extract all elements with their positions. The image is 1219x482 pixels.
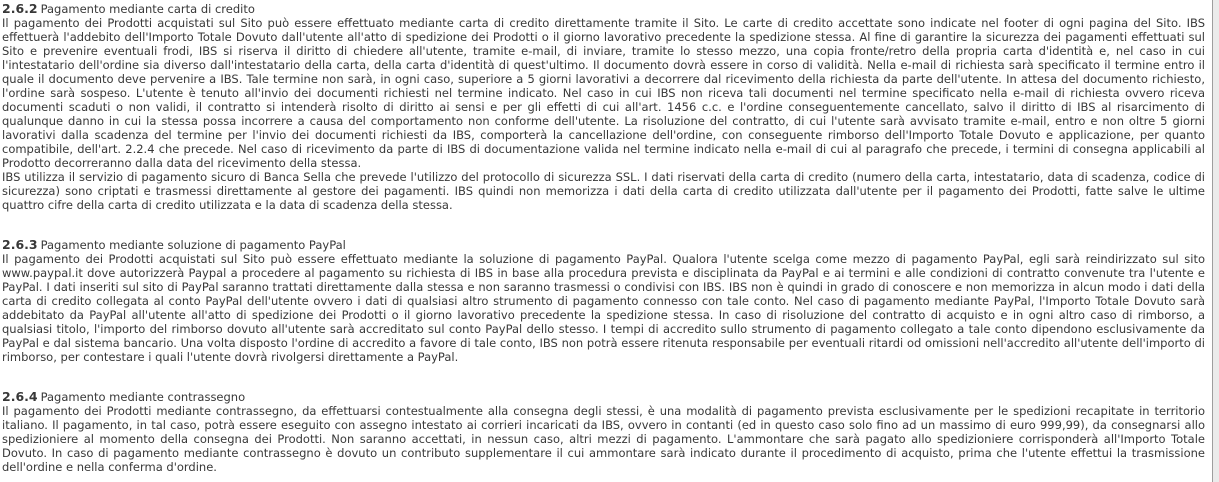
section-title: Pagamento mediante soluzione di pagamento PayPal xyxy=(40,238,346,252)
page-right-gutter xyxy=(1212,0,1219,482)
section-title: Pagamento mediante carta di credito xyxy=(40,2,255,16)
section-paragraph: Il pagamento dei Prodotti acquistati sul Sito può essere effettuato mediante la soluzione di pagamento PayPal. Qualora l'utente scelga come mezzo di pagamento PayPal, egli sarà reindirizzato sul sito www.paypal.it dove autorizzerà Paypal a procedere al pagamento su richiesta di IBS in base alla procedura prevista e disciplinata da PayPal e ai termini e alle condizioni di contratto convenute tra l'utente e PayPal. I dati inseriti sul sito di PayPal saranno trattati direttamente dalla stessa e non saranno trasmessi o condivisi con IBS. IBS non è quindi in grado di conoscere e non memorizza in alcun modo i dati della carta di credito collegata al conto PayPal dell'utente ovvero i dati di qualsiasi altro strumento di pagamento connesso con tale conto. Nel caso di pagamento mediante PayPal, l'Importo Totale Dovuto sarà addebitato da PayPal all'utente all'atto di spedizione dei Prodotti o il giorno lavorativo precedente la spedizione stessa. In caso di risoluzione del contratto di acquisto e in ogni altro caso di rimborso, a qualsiasi titolo, l'importo del rimborso dovuto all'utente sarà accreditato sul conto PayPal dello stesso. I tempi di accredito sullo strumento di pagamento collegato a tale conto dipendono esclusivamente da PayPal e dal sistema bancario. Una volta disposto l'ordine di accredito a favore di tale conto, IBS non potrà essere ritenuta responsabile per eventuali ritardi od omissioni nell'accredito all'utente dell'importo di rimborso, per contestare i quali l'utente dovrà rivolgersi direttamente a PayPal. xyxy=(2,252,1205,364)
section-heading-paypal xyxy=(2,238,1205,252)
section-paragraph: Il pagamento dei Prodotti acquistati sul Sito può essere effettuato mediante carta di credito direttamente tramite il Sito. Le carte di credito accettate sono indicate nel footer di ogni pagina del Sito. IBS effettuerà l'addebito dell'Importo Totale Dovuto dall'utente all'atto di spedizione dei Prodotti o il giorno lavorativo precedente la spedizione stessa. Al fine di garantire la sicurezza dei pagamenti effettuati sul Sito e prevenire eventuali frodi, IBS si riserva il diritto di chiedere all'utente, tramite e-mail, di inviare, tramite lo stesso mezzo, una copia fronte/retro della propria carta d'identità e, nel caso in cui l'intestatario dell'ordine sia diverso dall'intestatario della carta, della carta d'identità di quest'ultimo. Il documento dovrà essere in corso di validità. Nella e-mail di richiesta sarà specificato il termine entro il quale il documento deve pervenire a IBS. Tale termine non sarà, in ogni caso, superiore a 5 giorni lavorativi a decorrere dal ricevimento della richiesta da parte dell'utente. In attesa del documento richiesto, l'ordine sarà sospeso. L'utente è tenuto all'invio dei documenti richiesti nel termine indicato. Nel caso in cui IBS non riceva tali documenti nel termine specificato nella e-mail di richiesta ovvero riceva documenti scaduti o non validi, il contratto si intenderà risolto di diritto ai sensi e per gli effetti di cui all'art. 1456 c.c. e l'ordine conseguentemente cancellato, salvo il diritto di IBS al risarcimento di qualunque danno in cui la stessa possa incorrere a causa del comportamento non conforme dell'utente. La risoluzione del contratto, di cui l'utente sarà avvisato tramite e-mail, entro e non oltre 5 giorni lavorativi dalla scadenza del termine per l'invio dei documenti richiesti da IBS, comporterà la cancellazione dell'ordine, con conseguente rimborso dell'Importo Totale Dovuto e applicazione, per quanto compatibile, dell'art. 2.2.4 che precede. Nel caso di ricevimento da parte di IBS di documentazione valida nel termine indicato nella e-mail di cui al paragrafo che precede, i termini di consegna applicabili al Prodotto decorreranno dalla data del ricevimento della stessa. xyxy=(2,16,1205,170)
section-payment-paypal xyxy=(2,238,1205,364)
section-number: 2.6.3 xyxy=(2,237,38,252)
section-title: Pagamento mediante contrassegno xyxy=(40,390,246,404)
section-number: 2.6.2 xyxy=(2,1,38,16)
section-heading-cash-on-delivery xyxy=(2,390,1205,404)
section-heading-credit-card xyxy=(2,2,1205,16)
section-number: 2.6.4 xyxy=(2,389,38,404)
terms-document-content xyxy=(2,2,1205,474)
section-paragraph: Il pagamento dei Prodotti mediante contrassegno, da effettuarsi contestualmente alla consegna degli stessi, è una modalità di pagamento prevista esclusivamente per le spedizioni recapitate in territorio italiano. Il pagamento, in tal caso, potrà essere eseguito con assegno intestato ai corrieri incaricati da IBS, ovvero in contanti (ed in questo caso solo fino ad un massimo di euro 999,99), da consegnarsi allo spedizioniere al momento della consegna dei Prodotti. Non saranno accettati, in nessun caso, altri mezzi di pagamento. L'ammontare che sarà pagato allo spedizioniere corrisponderà all'Importo Totale Dovuto. In caso di pagamento mediante contrassegno è dovuto un contributo supplementare il cui ammontare sarà indicato durante il procedimento di acquisto, prima che l'utente effettui la trasmissione dell'ordine e nella conferma d'ordine. xyxy=(2,404,1205,474)
section-payment-credit-card xyxy=(2,2,1205,212)
section-paragraph: IBS utilizza il servizio di pagamento sicuro di Banca Sella che prevede l'utilizzo del protocollo di sicurezza SSL. I dati riservati della carta di credito (numero della carta, intestatario, data di scadenza, codice di sicurezza) sono criptati e trasmessi direttamente al gestore dei pagamenti. IBS quindi non memorizza i dati della carta di credito utilizzata dall'utente per il pagamento dei Prodotti, fatte salve le ultime quattro cifre della carta di credito utilizzata e la data di scadenza della stessa. xyxy=(2,170,1205,212)
section-payment-cash-on-delivery xyxy=(2,390,1205,474)
